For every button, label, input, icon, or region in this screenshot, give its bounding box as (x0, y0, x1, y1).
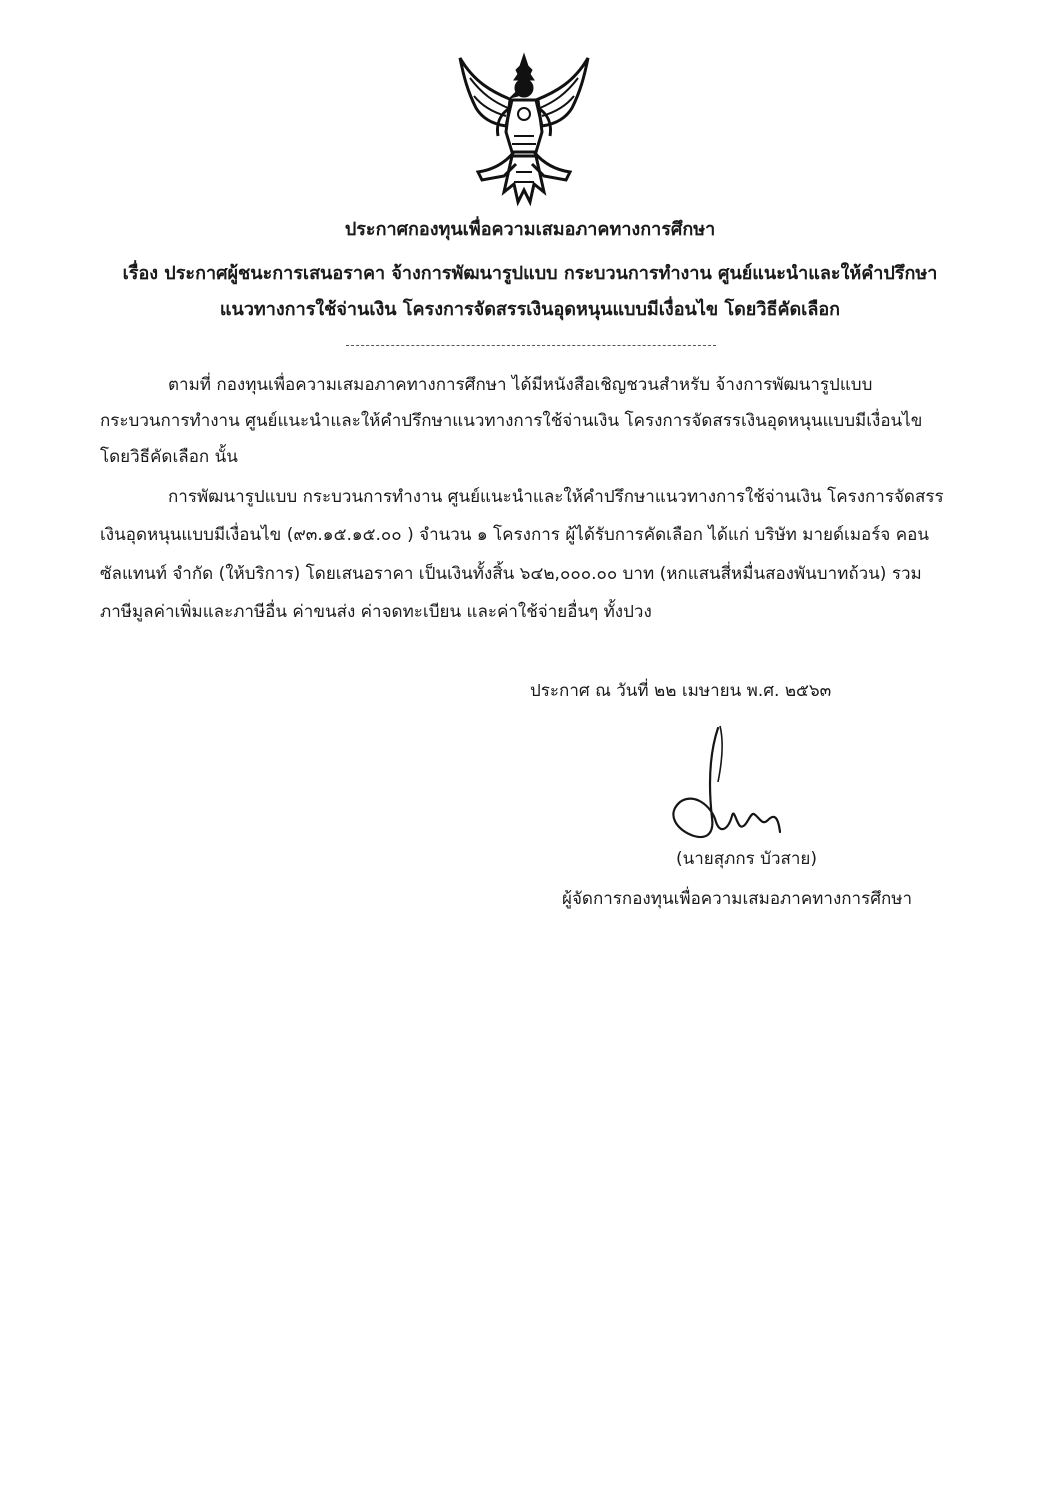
paragraph-2-line-2: เงินอุดหนุนแบบมีเงื่อนไข (๙๓.๑๕.๑๕.๐๐ ) จำนวน ๑ โครงการ ผู้ได้รับการคัดเลือก ได้แก่ บริษัท มายด์เมอร์จ คอน (100, 525, 929, 545)
subject-line-1: เรื่อง ประกาศผู้ชนะการเสนอราคา จ้างการพัฒนารูปแบบ กระบวนการทำงาน ศูนย์แนะนำและให้คำปรึกษา (122, 263, 938, 284)
paragraph-1-line-2: กระบวนการทำงาน ศูนย์แนะนำและให้คำปรึกษาแนวทางการใช้จ่านเงิน โครงการจัดสรรเงินอุดหนุนแบบมีเงื่อนไข (100, 411, 923, 431)
agency-heading: ประกาศกองทุนเพื่อความเสมอภาคทางการศึกษา (344, 219, 716, 240)
paragraph-2-line-4: ภาษีมูลค่าเพิ่มและภาษีอื่น ค่าขนส่ง ค่าจดทะเบียน และค่าใช้จ่ายอื่นๆ ทั้งปวง (100, 602, 652, 622)
garuda-emblem-icon (452, 52, 596, 210)
paragraph-2-line-1: การพัฒนารูปแบบ กระบวนการทำงาน ศูนย์แนะนำและให้คำปรึกษาแนวทางการใช้จ่านเงิน โครงการจัดสรร (168, 487, 944, 507)
paragraph-1-line-1: ตามที่ กองทุนเพื่อความเสมอภาคทางการศึกษา ได้มีหนังสือเชิญชวนสำหรับ จ้างการพัฒนารูปแบบ (168, 375, 873, 395)
subject-line-2: แนวทางการใช้จ่านเงิน โครงการจัดสรรเงินอุดหนุนแบบมีเงื่อนไข โดยวิธีคัดเลือก (219, 299, 841, 320)
heading-divider (346, 345, 716, 346)
announcement-date: ประกาศ ณ วันที่ ๒๒ เมษายน พ.ศ. ๒๕๖๓ (530, 681, 832, 701)
signer-name: (นายสุภกร บัวสาย) (676, 849, 818, 869)
paragraph-1-line-3: โดยวิธีคัดเลือก นั้น (100, 447, 238, 467)
paragraph-2-line-3: ซัลแทนท์ จำกัด (ให้บริการ) โดยเสนอราคา เป็นเงินทั้งสิ้น ๖๔๒,๐๐๐.๐๐ บาท (หกแสนสี่หมื่นสองพันบาทถ้วน) รวม (100, 564, 922, 584)
signer-title: ผู้จัดการกองทุนเพื่อความเสมอภาคทางการศึกษา (562, 889, 913, 909)
handwritten-signature (650, 722, 790, 852)
